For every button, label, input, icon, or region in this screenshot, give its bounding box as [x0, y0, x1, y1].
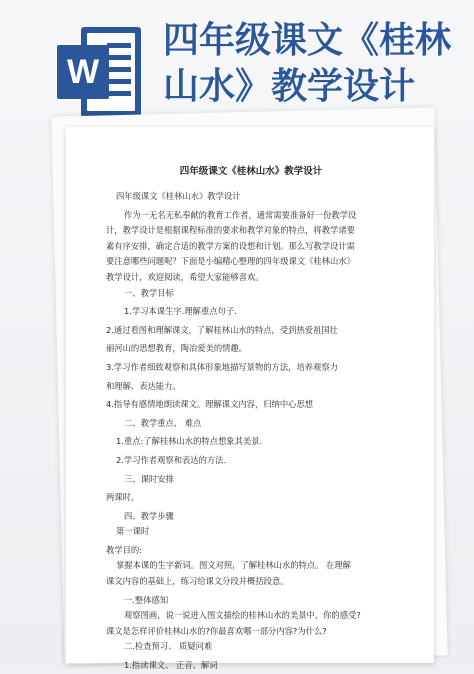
doc-line: 丽河山的思想教育，陶冶爱美的情趣。 — [106, 343, 248, 354]
document-title: 四年级课文《桂林山水》教学设计 — [179, 166, 323, 177]
doc-line: 和理解、表达能力。 — [106, 380, 181, 391]
doc-line: 要注意哪些问题呢？下面是小编精心整理的四年级课文《桂林山水》 — [106, 256, 355, 267]
doc-line: 3.学习作者细致观察和具体形象地描写景物的方法，培养观察力 — [106, 361, 338, 372]
document-page — [66, 127, 434, 671]
doc-line: 教学设计，欢迎阅读，希望大家能够喜欢。 — [106, 271, 264, 282]
doc-line: 一.整体感知 — [124, 594, 169, 605]
doc-line: 二.检查预习、 质疑问难 — [124, 641, 213, 652]
doc-line: 课文是怎样评价桂林山水的?你最喜欢哪一部分内容?为什么? — [106, 625, 327, 636]
doc-line: 2.通过看图和理解课文，了解桂林山水的特点，受到热爱祖国壮 — [106, 324, 338, 335]
doc-line: 1.重点:了解桂林山水的特点想象其美景. — [116, 436, 263, 447]
doc-line: 三、课时安排 — [124, 473, 174, 484]
doc-line: 作为一无名无私奉献的教育工作者，通常需要准备好一份教学设 — [124, 209, 357, 220]
doc-line: 2.学习作者观察和表达的方法. — [116, 454, 227, 465]
word-logo-letter: W — [66, 53, 100, 91]
banner-title-line-2: 山水》教学设计 — [163, 66, 416, 107]
doc-line: 两课时。 — [106, 492, 140, 503]
doc-line: 素有序安排，确定合适的教学方案的设想和计划。那么写教学设计需 — [106, 240, 355, 251]
doc-line: 掌握本课的生字新词。图文对照，了解桂林山水的特点。 在理解 — [116, 560, 351, 571]
word-logo-icon — [57, 27, 141, 117]
doc-line: 二、教学重点、 难点 — [124, 417, 202, 428]
doc-line: 一、教学目标 — [124, 287, 174, 298]
doc-line: 1.学习本课生字.理解重点句子. — [124, 306, 237, 317]
doc-line: 四年级课文《桂林山水》教学设计 — [116, 191, 241, 201]
doc-line: 教学目的: — [106, 544, 142, 555]
word-logo-line — [107, 55, 131, 60]
doc-line: 1.指读课文、 正音、解词 — [124, 660, 218, 671]
doc-line: 计，教学设计是根据课程标准的要求和教学对象的特点，将教学诸要 — [106, 225, 355, 236]
doc-line: 四、教学步骤 — [124, 510, 174, 521]
doc-line: 第一课时 — [116, 526, 150, 537]
doc-line: 4.指导有感情地朗读课文。理解课文内容，归纳中心思想 — [106, 399, 314, 410]
doc-line: 观察图画，说一说进入图文描绘的桂林山水的美景中，你的感受? — [124, 610, 361, 621]
word-logo-line — [107, 91, 131, 96]
banner-title-line-1: 四年级课文《桂林 — [163, 20, 452, 61]
banner-title — [163, 18, 463, 110]
doc-line: 课文内容的基础上，练习给课文分段并概括段意。 — [106, 576, 289, 587]
word-logo-line — [107, 43, 131, 48]
word-logo-line — [107, 79, 131, 84]
word-logo-line — [107, 67, 131, 72]
